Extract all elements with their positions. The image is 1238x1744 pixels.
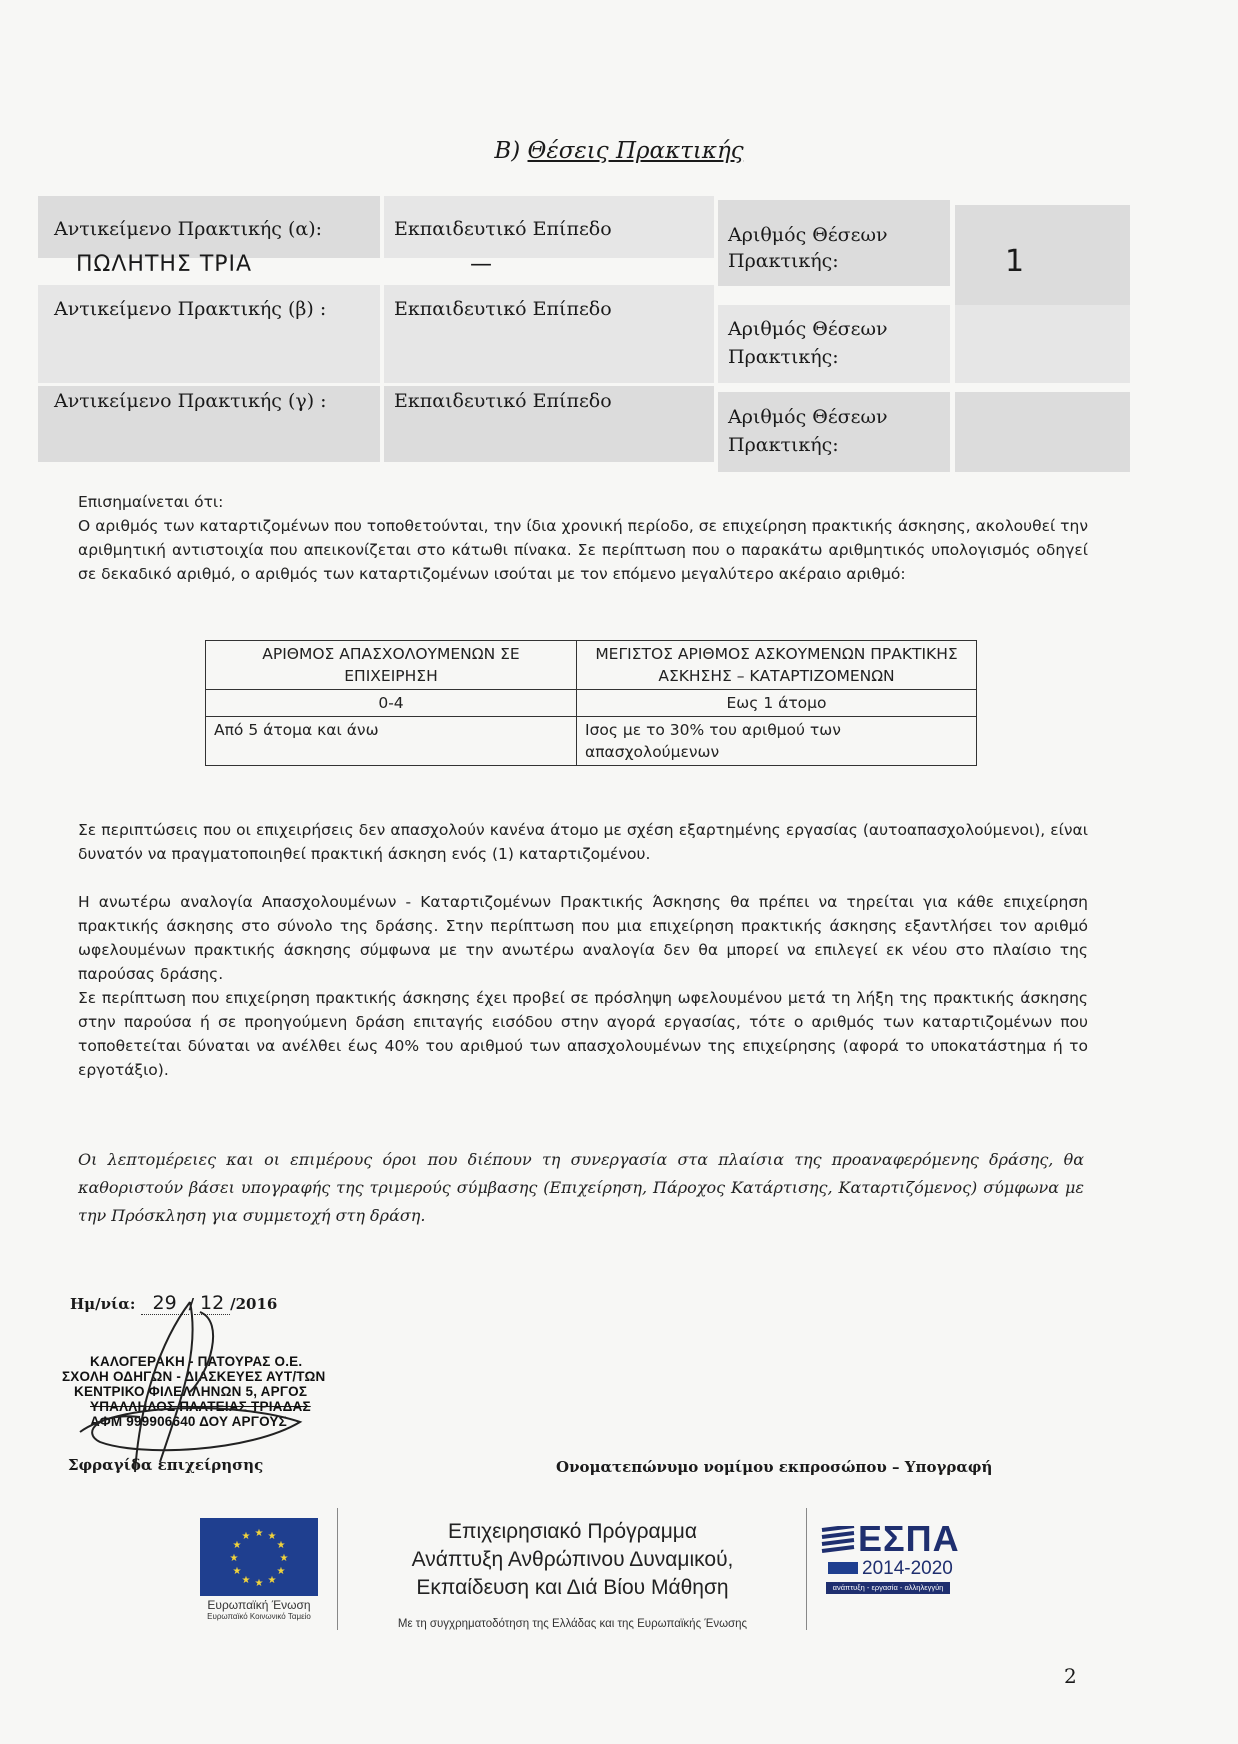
date-day: 29	[141, 1292, 189, 1315]
positions-value-a: 1	[1005, 244, 1026, 279]
positions-label-b-1: Αριθμός Θέσεων	[728, 318, 888, 340]
date-year: /2016	[230, 1295, 278, 1313]
title-prefix: Β)	[494, 138, 521, 164]
svg-text:★: ★	[254, 1578, 264, 1589]
svg-text:★: ★	[267, 1531, 277, 1542]
espa-title: ΕΣΠΑ	[858, 1518, 960, 1559]
flags-icon	[828, 1562, 858, 1574]
svg-text:★: ★	[241, 1531, 251, 1542]
stamp-line-5: ΑΦΜ 999906640 ΔΟΥ ΑΡΓΟΥΣ	[90, 1414, 287, 1429]
level-label-a: Εκπαιδευτικό Επίπεδο	[394, 218, 612, 240]
program-line-3: Εκπαίδευση και Διά Βίου Μάθηση	[416, 1576, 729, 1599]
positions-label-a-1: Αριθμός Θέσεων	[728, 224, 888, 246]
date-line: Ημ/νία: 29 / 12 /2016	[70, 1292, 278, 1314]
positions-label-a-2: Πρακτικής:	[728, 250, 839, 272]
seal-label: Σφραγίδα επιχείρησης	[68, 1456, 264, 1474]
representative-label: Ονοματεπώνυμο νομίμου εκπροσώπου – Υπογραφή	[556, 1458, 993, 1476]
program-line-1: Επιχειρησιακό Πρόγραμμα	[447, 1520, 698, 1543]
svg-text:★: ★	[232, 1566, 242, 1577]
date-month: 12	[194, 1292, 230, 1315]
eu-label: Ευρωπαϊκή Ένωση	[207, 1598, 311, 1612]
subject-value-a: ΠΩΛΗΤΗΣ ΤΡΙΑ	[76, 252, 253, 277]
footer-divider-right	[806, 1508, 807, 1630]
positions-label-c-2: Πρακτικής:	[728, 434, 839, 456]
program-line-2: Ανάπτυξη Ανθρώπινου Δυναμικού,	[411, 1548, 734, 1571]
svg-text:★: ★	[232, 1540, 242, 1551]
program-title	[350, 1518, 795, 1602]
cell-value-a	[955, 205, 1130, 305]
level-value-a: —	[470, 252, 493, 277]
paragraph-self-employed: Σε περιπτώσεις που οι επιχειρήσεις δεν απασχολούν κανένα άτομο με σχέση εξαρτημένης εργασίας (αυτοαπασχολούμενοι), είναι δυνατόν να πραγματοποιηθεί πρακτική άσκηση ενός (1) καταρτιζομένου.	[78, 821, 1088, 863]
page-number: 2	[1064, 1664, 1077, 1688]
paragraph-hiring: Σε περίπτωση που επιχείρηση πρακτικής άσκησης έχει προβεί σε πρόσληψη ωφελουμένου μετά τη λήξη της πρακτικής άσκησης στην παρούσα ή σε προηγούμενη δράση επιταγής εισόδου στην αγορά εργασίας, τότε ο αριθμός των καταρτιζομένων που τοποθετείται δύναται να ανέλθει έως 40% του αριθμού των απασχολουμένων της επιχείρησης (αφορά το υποκατάστημα ή το εργοτάξιο).	[78, 989, 1088, 1079]
eu-flag	[200, 1518, 318, 1596]
svg-text:★: ★	[267, 1575, 277, 1586]
svg-text:★: ★	[279, 1553, 289, 1564]
subject-label-b: Αντικείμενο Πρακτικής (β) :	[54, 298, 327, 320]
notice-text: Ο αριθμός των καταρτιζομένων που τοποθετούνται, την ίδια χρονική περίοδο, σε επιχείρηση πρακτικής άσκησης, ακολουθεί την αριθμητική αντιστοιχία που απεικονίζεται στο κάτωθι πίνακα. Σε περίπτωση που ο παρακάτω αριθμητικός υπολογισμός οδηγεί σε δεκαδικό αριθμό, ο αριθμός των καταρτιζομένων ισούται με τον επόμενο μεγαλύτερο ακέραιο αριθμό:	[78, 517, 1088, 583]
espa-logo	[820, 1518, 960, 1598]
svg-text:★: ★	[254, 1528, 264, 1539]
cell-value-c	[955, 392, 1130, 472]
footer-divider-left	[337, 1508, 338, 1630]
terms-paragraph: Οι λεπτομέρειες και οι επιμέρους όροι που διέπουν τη συνεργασία στα πλαίσια της προαναφερόμενης δράσης, θα καθοριστούν βάσει υπογραφής της τριμερούς σύμβασης (Επιχείρηση, Πάροχος Κατάρτισης, Καταρτιζόμενος) σύμφωνα με την Πρόσκληση για συμμετοχή στη δράση.	[78, 1150, 1084, 1225]
subject-label-a: Αντικείμενο Πρακτικής (α):	[54, 218, 323, 240]
level-label-c: Εκπαιδευτικό Επίπεδο	[394, 390, 612, 412]
cell-positions-b	[718, 305, 950, 383]
positions-label-c-1: Αριθμός Θέσεων	[728, 406, 888, 428]
paragraph-ratio: Η ανωτέρω αναλογία Απασχολουμένων - Καταρτιζομένων Πρακτικής Άσκησης θα πρέπει να τηρείται για κάθε επιχείρηση πρακτικής άσκησης στο σύνολο της δράσης. Στην περίπτωση που μια επιχείρηση πρακτικής άσκησης εξαντλήσει τον αριθμό ωφελουμένων πρακτικής άσκησης σύμφωνα με την ανωτέρω αναλογία δεν θα μπορεί να επιλεγεί εκ νέου στο πλαίσιο της παρούσας δράσης.	[78, 893, 1088, 983]
ratio-table	[205, 640, 977, 766]
page-title	[0, 138, 1238, 164]
eu-sub-label: Ευρωπαϊκό Κοινωνικό Ταμείο	[207, 1612, 311, 1621]
level-label-b: Εκπαιδευτικό Επίπεδο	[394, 298, 612, 320]
stamp-line-2: ΣΧΟΛΗ ΟΔΗΓΩΝ - ΔΙΑΣΚΕΥΕΣ ΑΥΤ/ΤΩΝ	[62, 1369, 326, 1384]
table-row	[206, 717, 977, 766]
ratio-row-1-left: Από 5 άτομα και άνω	[206, 717, 577, 766]
cofinance-note: Με τη συγχρηματοδότηση της Ελλάδας και της Ευρωπαϊκής Ένωσης	[397, 1618, 748, 1630]
stamp-line-1: ΚΑΛΟΓΕΡΑΚΗ - ΠΑΤΟΥΡΑΣ Ο.Ε.	[90, 1354, 303, 1369]
subject-label-c: Αντικείμενο Πρακτικής (γ) :	[54, 390, 327, 412]
espa-stripes-icon	[820, 1526, 856, 1556]
ratio-row-0-right: Εως 1 άτομο	[577, 690, 977, 717]
ratio-row-0-left: 0-4	[206, 690, 577, 717]
date-label: Ημ/νία:	[70, 1295, 136, 1313]
cell-positions-c	[718, 392, 950, 472]
stamp-line-3: ΚΕΝΤΡΙΚΟ ΦΙΛΕΛΛΗΝΩΝ 5, ΑΡΓΟΣ	[74, 1384, 308, 1399]
ratio-header-left: ΑΡΙΘΜΟΣ ΑΠΑΣΧΟΛΟΥΜΕΝΩΝ ΣΕ ΕΠΙΧΕΙΡΗΣΗ	[206, 641, 577, 690]
table-row	[206, 690, 977, 717]
espa-motto: ανάπτυξη - εργασία - αλληλεγγύη	[826, 1582, 950, 1594]
notice-heading: Επισημαίνεται ότι:	[78, 493, 224, 511]
cell-value-b	[955, 305, 1130, 383]
stamp-line-4: ΥΠΑΛΛΗΛΟΣ ΠΛΑΤΕΙΑΣ ΤΡΙΑΔΑΣ	[90, 1399, 311, 1414]
svg-text:★: ★	[229, 1553, 239, 1564]
eu-stars-icon	[200, 1518, 318, 1596]
signature-scribble	[40, 1282, 370, 1482]
ratio-table-header	[206, 641, 977, 690]
svg-text:★: ★	[276, 1566, 286, 1577]
ratio-header-right: ΜΕΓΙΣΤΟΣ ΑΡΙΘΜΟΣ ΑΣΚΟΥΜΕΝΩΝ ΠΡΑΚΤΙΚΗΣ ΑΣΚΗΣΗΣ – ΚΑΤΑΡΤΙΖΟΜΕΝΩΝ	[577, 641, 977, 690]
positions-label-b-2: Πρακτικής:	[728, 346, 839, 368]
svg-text:★: ★	[241, 1575, 251, 1586]
ratio-row-1-right: Ισος με το 30% του αριθμού των απασχολούμενων	[577, 717, 977, 766]
espa-years: 2014-2020	[862, 1558, 953, 1579]
svg-text:★: ★	[276, 1540, 286, 1551]
title-main: Θέσεις Πρακτικής	[527, 138, 744, 164]
